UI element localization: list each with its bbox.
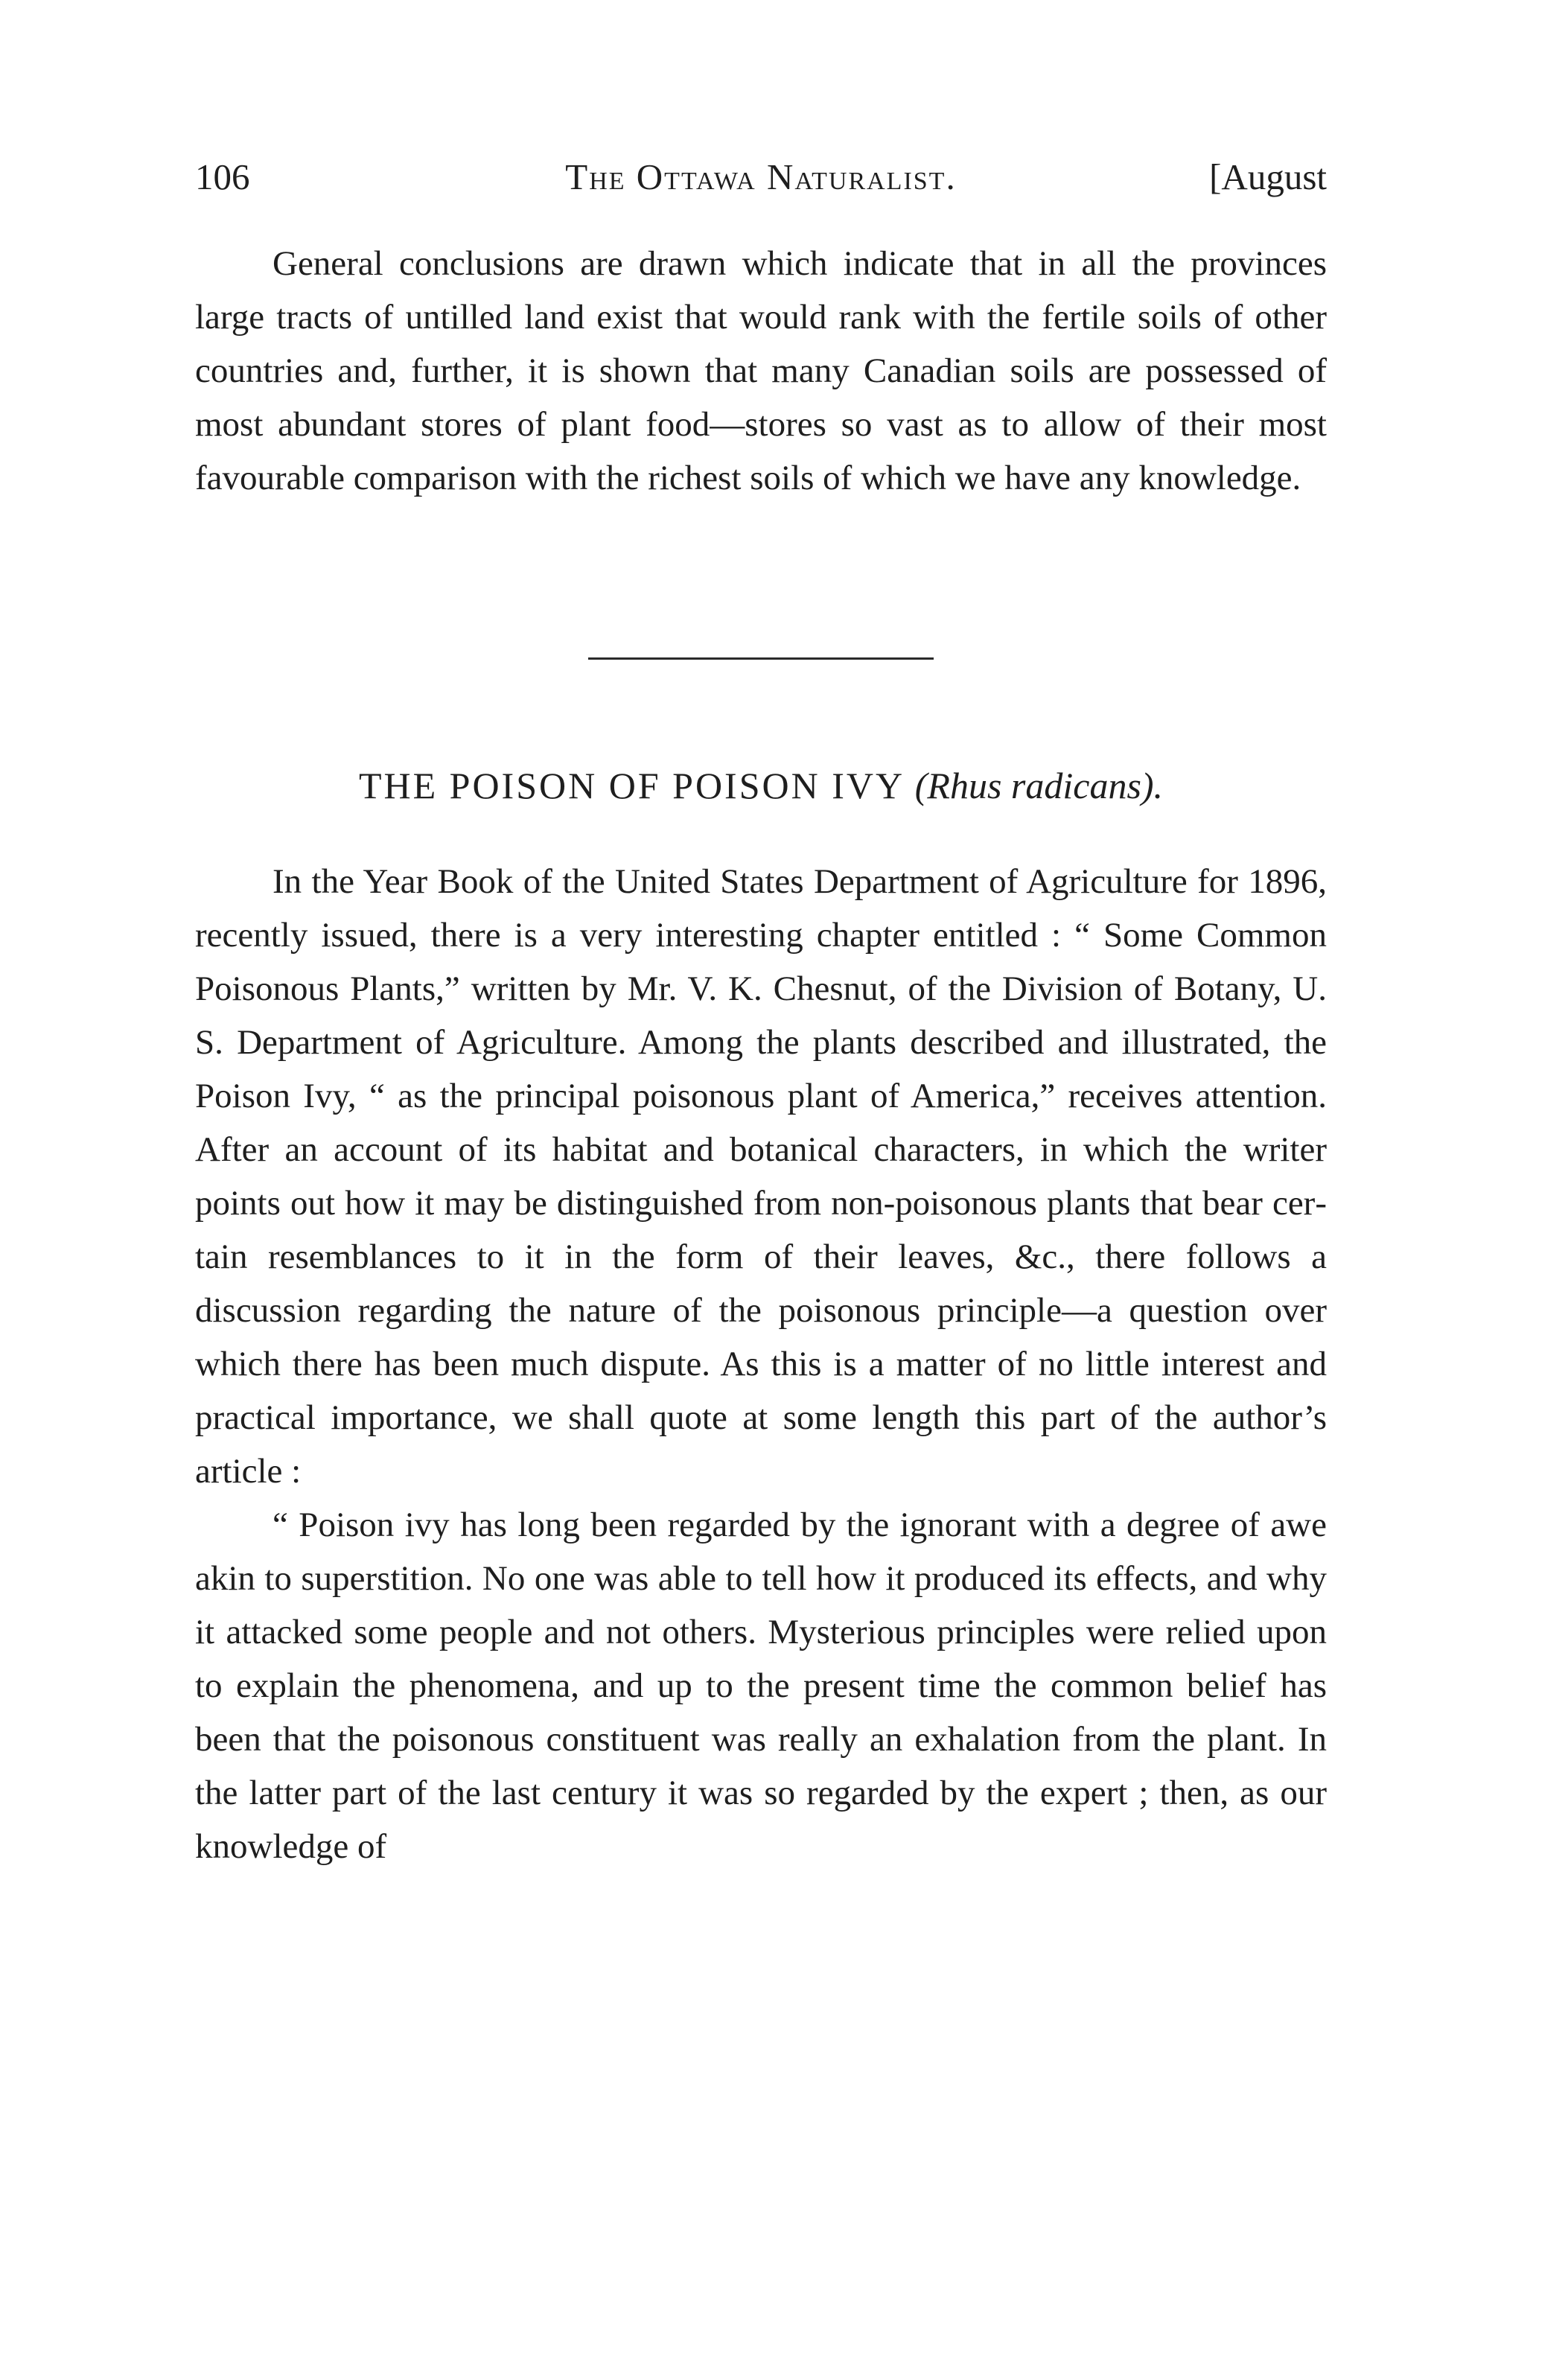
page-number: 106 xyxy=(195,156,250,197)
issue-month: [August xyxy=(1209,156,1327,197)
journal-title: The Ottawa Naturalist. xyxy=(565,156,957,197)
section-divider xyxy=(588,657,934,660)
article-title xyxy=(195,756,1327,815)
article-latin-name: (Rhus radicans). xyxy=(914,765,1164,806)
article-body xyxy=(195,855,1327,1873)
article-paragraph: “ Poison ivy has long been regarded by the ignorant with a degree of awe akin to superstition. No one was able to tell how it produced its effects, and why it attacked some people and not others. Mysterious principles were relied upon to explain the phenomena, and up to the present time the common belief has been that the poisonous constituent was really an exhalation from the plant. In the latter part of the last century it was so regarded by the expert ; then, as our knowledge of xyxy=(195,1506,1327,1866)
article-title-text: THE POISON OF POISON IVY xyxy=(358,765,904,806)
intro-paragraph: General conclusions are drawn which indicate that in all the provinces large tracts of untilled land exist that would rank with the fertile soils of other countries and, further, it is shown that many Canadian soils are possessed of most abundant stores of plant food—stores so vast as to allow of their most favourable comparison with the richest soils of which we have any knowledge. xyxy=(195,244,1327,497)
intro-text xyxy=(195,237,1327,505)
article-paragraph: In the Year Book of the United States Department of Agriculture for 1896, recently issued, there is a very interesting chapter entitled : “ Some Common Poisonous Plants,” written by Mr. V. K. Chesnut, of the Division of Botany, U. S. Department of Agriculture. Among the plants described and illustrated, the Poison Ivy, “ as the principal poisonous plant of America,” receives attention. After an account of its habitat and botanical characters, in which the writer points out how it may be distinguished from non-poisonous plants that bear certain resemblances to it in the form of their leaves, &c., there follows a discussion regarding the nature of the poisonous principle—a question over which there has been much dispute. As this is a matter of no little interest and practical importance, we shall quote at some length this part of the author’s article : xyxy=(195,862,1327,1491)
running-head xyxy=(195,147,1327,207)
